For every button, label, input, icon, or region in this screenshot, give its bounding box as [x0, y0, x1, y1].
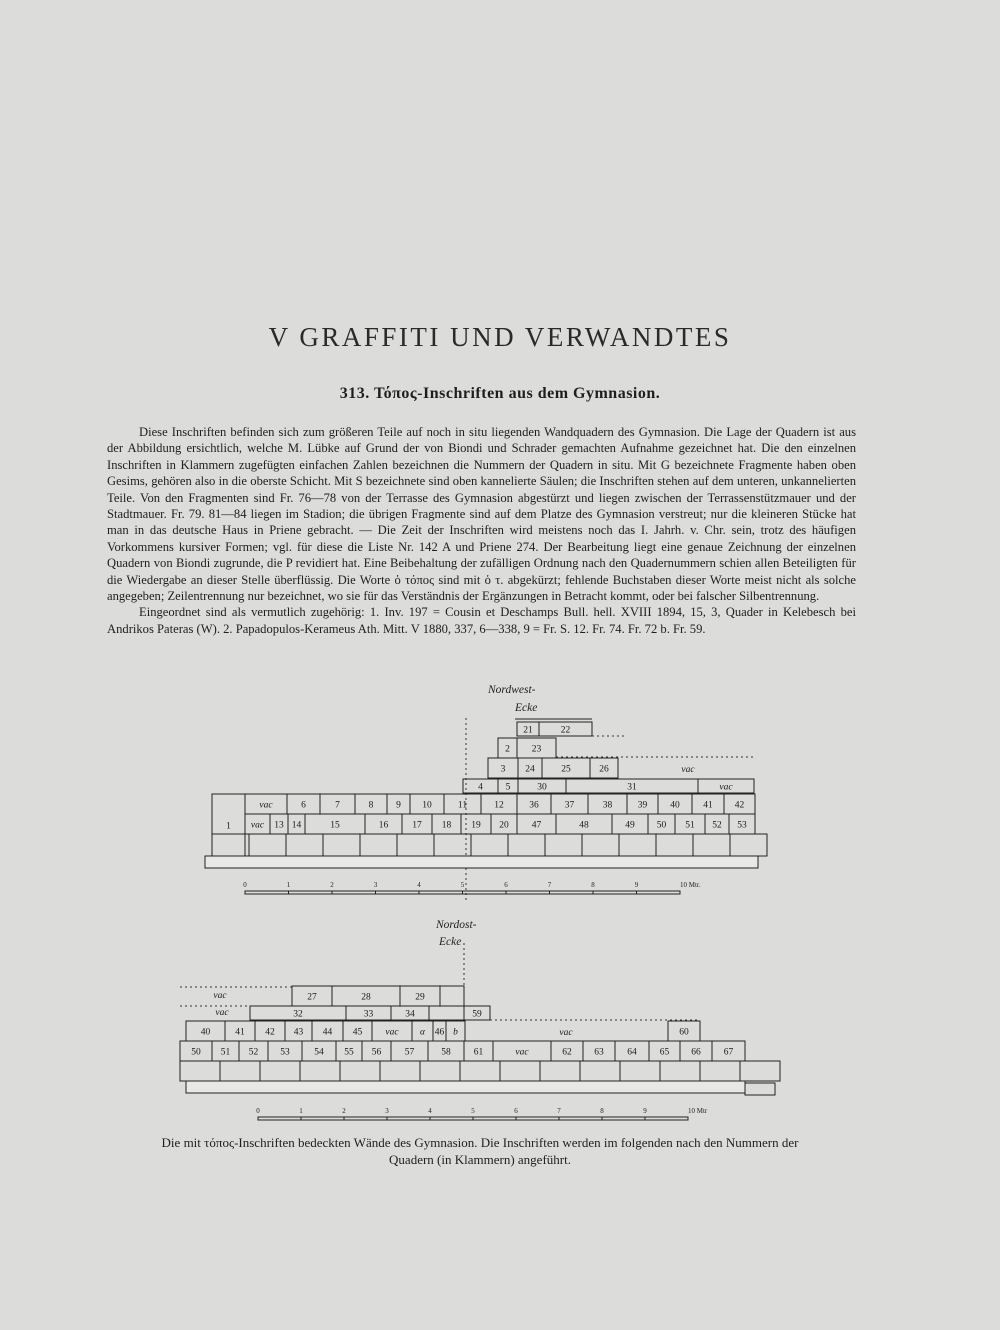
foundation-block — [730, 834, 767, 856]
block — [250, 1006, 346, 1020]
foundation-block — [220, 1061, 260, 1081]
block — [362, 1041, 391, 1061]
foundation-block — [420, 1061, 460, 1081]
block-label: 4 — [478, 782, 483, 793]
block — [320, 794, 355, 814]
block-label: 43 — [293, 1027, 304, 1038]
block — [391, 1041, 428, 1061]
block — [518, 758, 542, 778]
foundation-block — [582, 834, 619, 856]
scale-tick: 10 Mtr. — [680, 881, 701, 889]
block-label: 15 — [330, 820, 340, 831]
foundation-course — [205, 856, 758, 868]
block-label: 33 — [363, 1009, 374, 1020]
foundation-block — [286, 834, 323, 856]
section-heading: 313. Τόπος-Inschriften aus dem Gymnasion. — [339, 385, 661, 402]
block-label: 14 — [291, 820, 302, 831]
block — [705, 814, 729, 834]
foundation-block — [300, 1061, 340, 1081]
block-label: 44 — [322, 1027, 333, 1038]
ne-corner-label-2: Ecke — [439, 936, 462, 948]
foundation-block — [397, 834, 434, 856]
block-label: vac — [385, 1027, 399, 1038]
block — [433, 1021, 446, 1041]
block-label: 46 — [434, 1027, 445, 1038]
block-label: 50 — [656, 820, 667, 831]
block-label: 19 — [471, 820, 481, 831]
block-label: 41 — [235, 1027, 245, 1038]
paragraph-2: Eingeordnet sind als vermutlich zugehörig: 1. Inv. 197 = Cousin et Deschamps Bull. hell. XVIII 1894, 15, 3, Quader in Kelebesch bei Andrikos Pateras (W). 2. Papadopulos-Kerameus Ath. Mitt. V 1880, 337, 6—338, 9 = Fr. S. 12. Fr. 74. Fr. 72 b. Fr. 59. — [107, 605, 856, 636]
block — [180, 1041, 212, 1061]
foundation-block — [500, 1061, 540, 1081]
block — [517, 738, 556, 758]
foundation-block — [471, 834, 508, 856]
block — [391, 1006, 429, 1020]
block-label: 27 — [307, 992, 317, 1003]
block-label: 9 — [396, 800, 401, 811]
block — [444, 794, 481, 814]
block — [285, 1021, 312, 1041]
scale-tick: 4 — [417, 881, 421, 889]
block — [372, 1021, 412, 1041]
chapter-title: V GRAFFITI UND VERWANDTES — [268, 322, 732, 352]
block — [312, 1021, 343, 1041]
block-label: 40 — [670, 800, 680, 811]
block-label: 52 — [248, 1047, 259, 1058]
block-label: 31 — [627, 782, 637, 793]
foundation-block — [434, 834, 471, 856]
block-label: 47 — [531, 820, 542, 831]
block-label: 51 — [685, 820, 695, 831]
block-label: vac — [213, 991, 227, 1001]
block — [440, 986, 464, 1006]
foundation-block — [340, 1061, 380, 1081]
block — [186, 1021, 225, 1041]
block-label: 20 — [499, 820, 509, 831]
scale-tick: 6 — [504, 881, 508, 889]
block — [627, 794, 658, 814]
block-label: 18 — [441, 820, 452, 831]
scale-tick: 4 — [428, 1107, 432, 1115]
block — [336, 1041, 362, 1061]
block — [343, 1021, 372, 1041]
block — [542, 758, 590, 778]
block-label: 1 — [226, 821, 231, 832]
block-label: 63 — [594, 1047, 604, 1058]
block — [539, 722, 592, 736]
block-label: 3 — [500, 764, 506, 775]
block-label: 25 — [561, 764, 571, 775]
block-label: 40 — [200, 1027, 211, 1038]
block-label: vac — [215, 1008, 229, 1018]
block-label: 29 — [415, 992, 425, 1003]
paragraph-1: Diese Inschriften befinden sich zum größeren Teile auf noch in situ liegenden Wandquadern des Gymnasion. Die Lage der Quadern ist aus der Abbildung ersichtlich, welche M. Lübke auf Grund der von Biondi und Schrader gemachten Aufnahme gezeichnet hat. Die den einzelnen Inschriften in Klammern zugefügten einfachen Zahlen bezeichnen die Nummern der Quadern in situ. Mit G bezeichnete Fragmente haben oben Gesims, gehören also in die oberste Schicht. Mit S bezeichnete sind oben kannelierte Säulen; die Inschriften stehen auf dem unteren, unkannelierten Teile. Von den Fragmenten sind Fr. 76—78 von der Terrasse des Gymnasion abgestürzt und liegen zwischen der Terrassenstützmauer und der Stadtmauer. Fr. 79. 81—84 liegen im Stadion; die übrigen Fragmente sind auf dem Platze des Gymnasion verstreut; nur die kleineren Stücke hat man in das deutsche Haus in Priene gebracht. — Die Zeit der Inschriften wird meistens noch das I. Jahrh. v. Chr. sein, trotz des häufigen Vorkommens kursiver Formen; vgl. für diese die Liste Nr. 142 A und Priene 274. Der Bearbeitung liegt eine genaue Zeichnung der einzelnen Quadern von Biondi zugrunde, die P revidiert hat. Eine Beibehaltung der zufälligen Ordnung nach den Quadernummern schien allen Beteiligten für die Wiedergabe an dieser Stelle überflüssig. Die Worte ὁ τόπος sind mit ὁ τ. abgekürzt; fehlende Buchstaben dieser Worte meist nicht als solche angegeben; Zeilentrennung nur bezeichnet, wo sie für das Verständnis der Ergänzungen in Betracht kommt, oder bei falscher Silbentrennung. — [107, 425, 856, 604]
block — [590, 758, 618, 778]
foundation-block — [619, 834, 656, 856]
block — [556, 814, 612, 834]
foundation-block — [249, 834, 286, 856]
scale-tick: 10 Mtr — [688, 1107, 708, 1115]
block — [412, 1021, 433, 1041]
block-label: 48 — [579, 820, 589, 831]
block-label: 10 — [422, 800, 432, 811]
block — [287, 794, 320, 814]
scale-tick: 7 — [557, 1107, 561, 1115]
block-label: vac — [259, 800, 273, 811]
block — [566, 779, 698, 793]
block-label: 52 — [712, 820, 722, 831]
scale-tick: 9 — [634, 881, 639, 889]
block — [551, 794, 588, 814]
scale-tick: 5 — [460, 881, 465, 889]
block-label: 55 — [344, 1047, 354, 1058]
scale-tick: 0 — [243, 881, 247, 889]
block — [517, 814, 556, 834]
block — [268, 1041, 302, 1061]
scale-tick: 6 — [514, 1107, 518, 1115]
foundation-block — [580, 1061, 620, 1081]
block — [410, 794, 444, 814]
block — [400, 986, 440, 1006]
foundation-block — [460, 1061, 500, 1081]
block — [288, 814, 305, 834]
block-label: 66 — [691, 1047, 701, 1058]
block — [729, 814, 755, 834]
block — [292, 986, 332, 1006]
foundation-block — [212, 834, 249, 856]
block-label: 37 — [564, 800, 575, 811]
block-label: 59 — [472, 1009, 482, 1020]
foundation-block — [545, 834, 582, 856]
scale-tick: 0 — [256, 1107, 260, 1115]
block-label: 24 — [525, 764, 535, 775]
block-label: 16 — [378, 820, 389, 831]
block — [461, 814, 491, 834]
block-label: 23 — [531, 744, 542, 755]
foundation-block — [380, 1061, 420, 1081]
block — [517, 722, 539, 736]
block-label: 58 — [441, 1047, 451, 1058]
block-label: 61 — [473, 1047, 484, 1058]
block-label: 6 — [301, 800, 306, 811]
block — [332, 986, 400, 1006]
block — [498, 779, 518, 793]
block-label: 62 — [562, 1047, 572, 1058]
block — [488, 758, 518, 778]
block — [658, 794, 692, 814]
block-label: 50 — [191, 1047, 201, 1058]
block — [305, 814, 365, 834]
corner-plinth — [745, 1083, 775, 1095]
block — [346, 1006, 391, 1020]
block — [680, 1041, 712, 1061]
block-label: 57 — [404, 1047, 415, 1058]
scale-bar — [258, 1117, 688, 1120]
block-label: 11 — [457, 800, 468, 811]
nw-corner-label-2: Ecke — [515, 702, 538, 714]
block-label: 53 — [737, 820, 747, 831]
block-label: 39 — [637, 800, 648, 811]
block-label: 34 — [405, 1009, 415, 1020]
block-label: α — [420, 1027, 425, 1038]
block-label: 45 — [352, 1027, 363, 1038]
block — [302, 1041, 336, 1061]
scale-tick: 8 — [600, 1107, 604, 1115]
block-label: 21 — [523, 725, 533, 736]
body-text — [107, 424, 856, 637]
foundation-block — [620, 1061, 660, 1081]
block-label: b — [453, 1027, 458, 1038]
block — [692, 794, 724, 814]
ne-corner-label: Nordost- — [436, 919, 477, 931]
block — [245, 794, 287, 814]
figure-caption: Die mit τόπος-Inschriften bedeckten Wände des Gymnasion. Die Inschriften werden im folgenden nach den Nummern der Quadern (in Klammern) angeführt. — [161, 1135, 799, 1167]
block-label: 56 — [371, 1047, 382, 1058]
block — [491, 814, 517, 834]
block — [365, 814, 402, 834]
block — [239, 1041, 268, 1061]
foundation-block — [656, 834, 693, 856]
block-label: 12 — [494, 800, 504, 811]
block — [212, 794, 245, 856]
block-label: 28 — [361, 992, 371, 1003]
block-label: 65 — [659, 1047, 670, 1058]
block-label: vac — [719, 782, 733, 793]
block-label: 49 — [625, 820, 635, 831]
block — [270, 814, 288, 834]
block — [387, 794, 410, 814]
block — [583, 1041, 615, 1061]
foundation-block — [660, 1061, 700, 1081]
scale-tick: 7 — [547, 881, 552, 889]
block-label: 51 — [220, 1047, 231, 1058]
block-label: 2 — [505, 744, 510, 755]
scale-bar — [245, 891, 680, 894]
foundation-block — [740, 1061, 780, 1081]
scale-tick: 8 — [591, 881, 595, 889]
block-label: 53 — [280, 1047, 290, 1058]
scale-tick: 1 — [299, 1107, 303, 1115]
block-label: 64 — [627, 1047, 637, 1058]
block — [429, 1006, 490, 1020]
block-label: 67 — [723, 1047, 734, 1058]
block-label: 22 — [560, 725, 571, 736]
scale-tick: 2 — [342, 1107, 346, 1115]
block-label: vac — [681, 765, 695, 775]
block-label: 36 — [529, 800, 539, 811]
block-label: 7 — [335, 800, 340, 811]
block — [588, 794, 627, 814]
block-label: 41 — [703, 800, 713, 811]
block-label: 38 — [602, 800, 613, 811]
block — [498, 738, 517, 758]
foundation-block — [508, 834, 545, 856]
block — [551, 1041, 583, 1061]
block-label: 54 — [314, 1047, 324, 1058]
block-label: 42 — [265, 1027, 275, 1038]
block-label: 42 — [734, 800, 745, 811]
block — [698, 779, 754, 793]
foundation-block — [360, 834, 397, 856]
block — [712, 1041, 745, 1061]
block — [675, 814, 705, 834]
foundation-block — [180, 1061, 220, 1081]
scale-tick: 2 — [330, 881, 334, 889]
block — [428, 1041, 464, 1061]
block — [668, 1021, 700, 1041]
block — [446, 1021, 465, 1041]
block-label: vac — [559, 1028, 573, 1038]
block — [649, 1041, 680, 1061]
block — [245, 814, 270, 834]
block — [615, 1041, 649, 1061]
block-label: vac — [250, 820, 265, 831]
block — [493, 1041, 551, 1061]
scale-tick: 3 — [385, 1107, 389, 1115]
block — [432, 814, 461, 834]
block-label: vac — [515, 1047, 529, 1058]
block-label: 60 — [679, 1027, 689, 1038]
block — [463, 779, 498, 793]
block-label: 5 — [505, 782, 511, 793]
block — [724, 794, 755, 814]
foundation-block — [540, 1061, 580, 1081]
scale-tick: 3 — [373, 881, 378, 889]
scale-tick: 5 — [471, 1107, 475, 1115]
block-label: 30 — [537, 782, 547, 793]
nw-corner-label: Nordwest- — [488, 684, 536, 696]
block-label: 26 — [599, 764, 609, 775]
foundation-block — [693, 834, 730, 856]
block — [225, 1021, 255, 1041]
scale-tick: 1 — [286, 881, 291, 889]
scale-tick: 9 — [643, 1107, 647, 1115]
block-label: 13 — [274, 820, 284, 831]
foundation-course — [186, 1081, 745, 1093]
block — [255, 1021, 285, 1041]
block-label: 17 — [412, 820, 422, 831]
block — [517, 794, 551, 814]
block — [212, 1041, 239, 1061]
block — [402, 814, 432, 834]
block — [355, 794, 387, 814]
block-label: 8 — [368, 800, 374, 811]
block — [612, 814, 648, 834]
foundation-block — [700, 1061, 740, 1081]
block — [464, 1041, 493, 1061]
foundation-block — [323, 834, 360, 856]
foundation-block — [260, 1061, 300, 1081]
block — [648, 814, 675, 834]
block — [481, 794, 517, 814]
block — [518, 779, 566, 793]
block — [464, 1006, 490, 1020]
block-label: 32 — [293, 1009, 303, 1020]
